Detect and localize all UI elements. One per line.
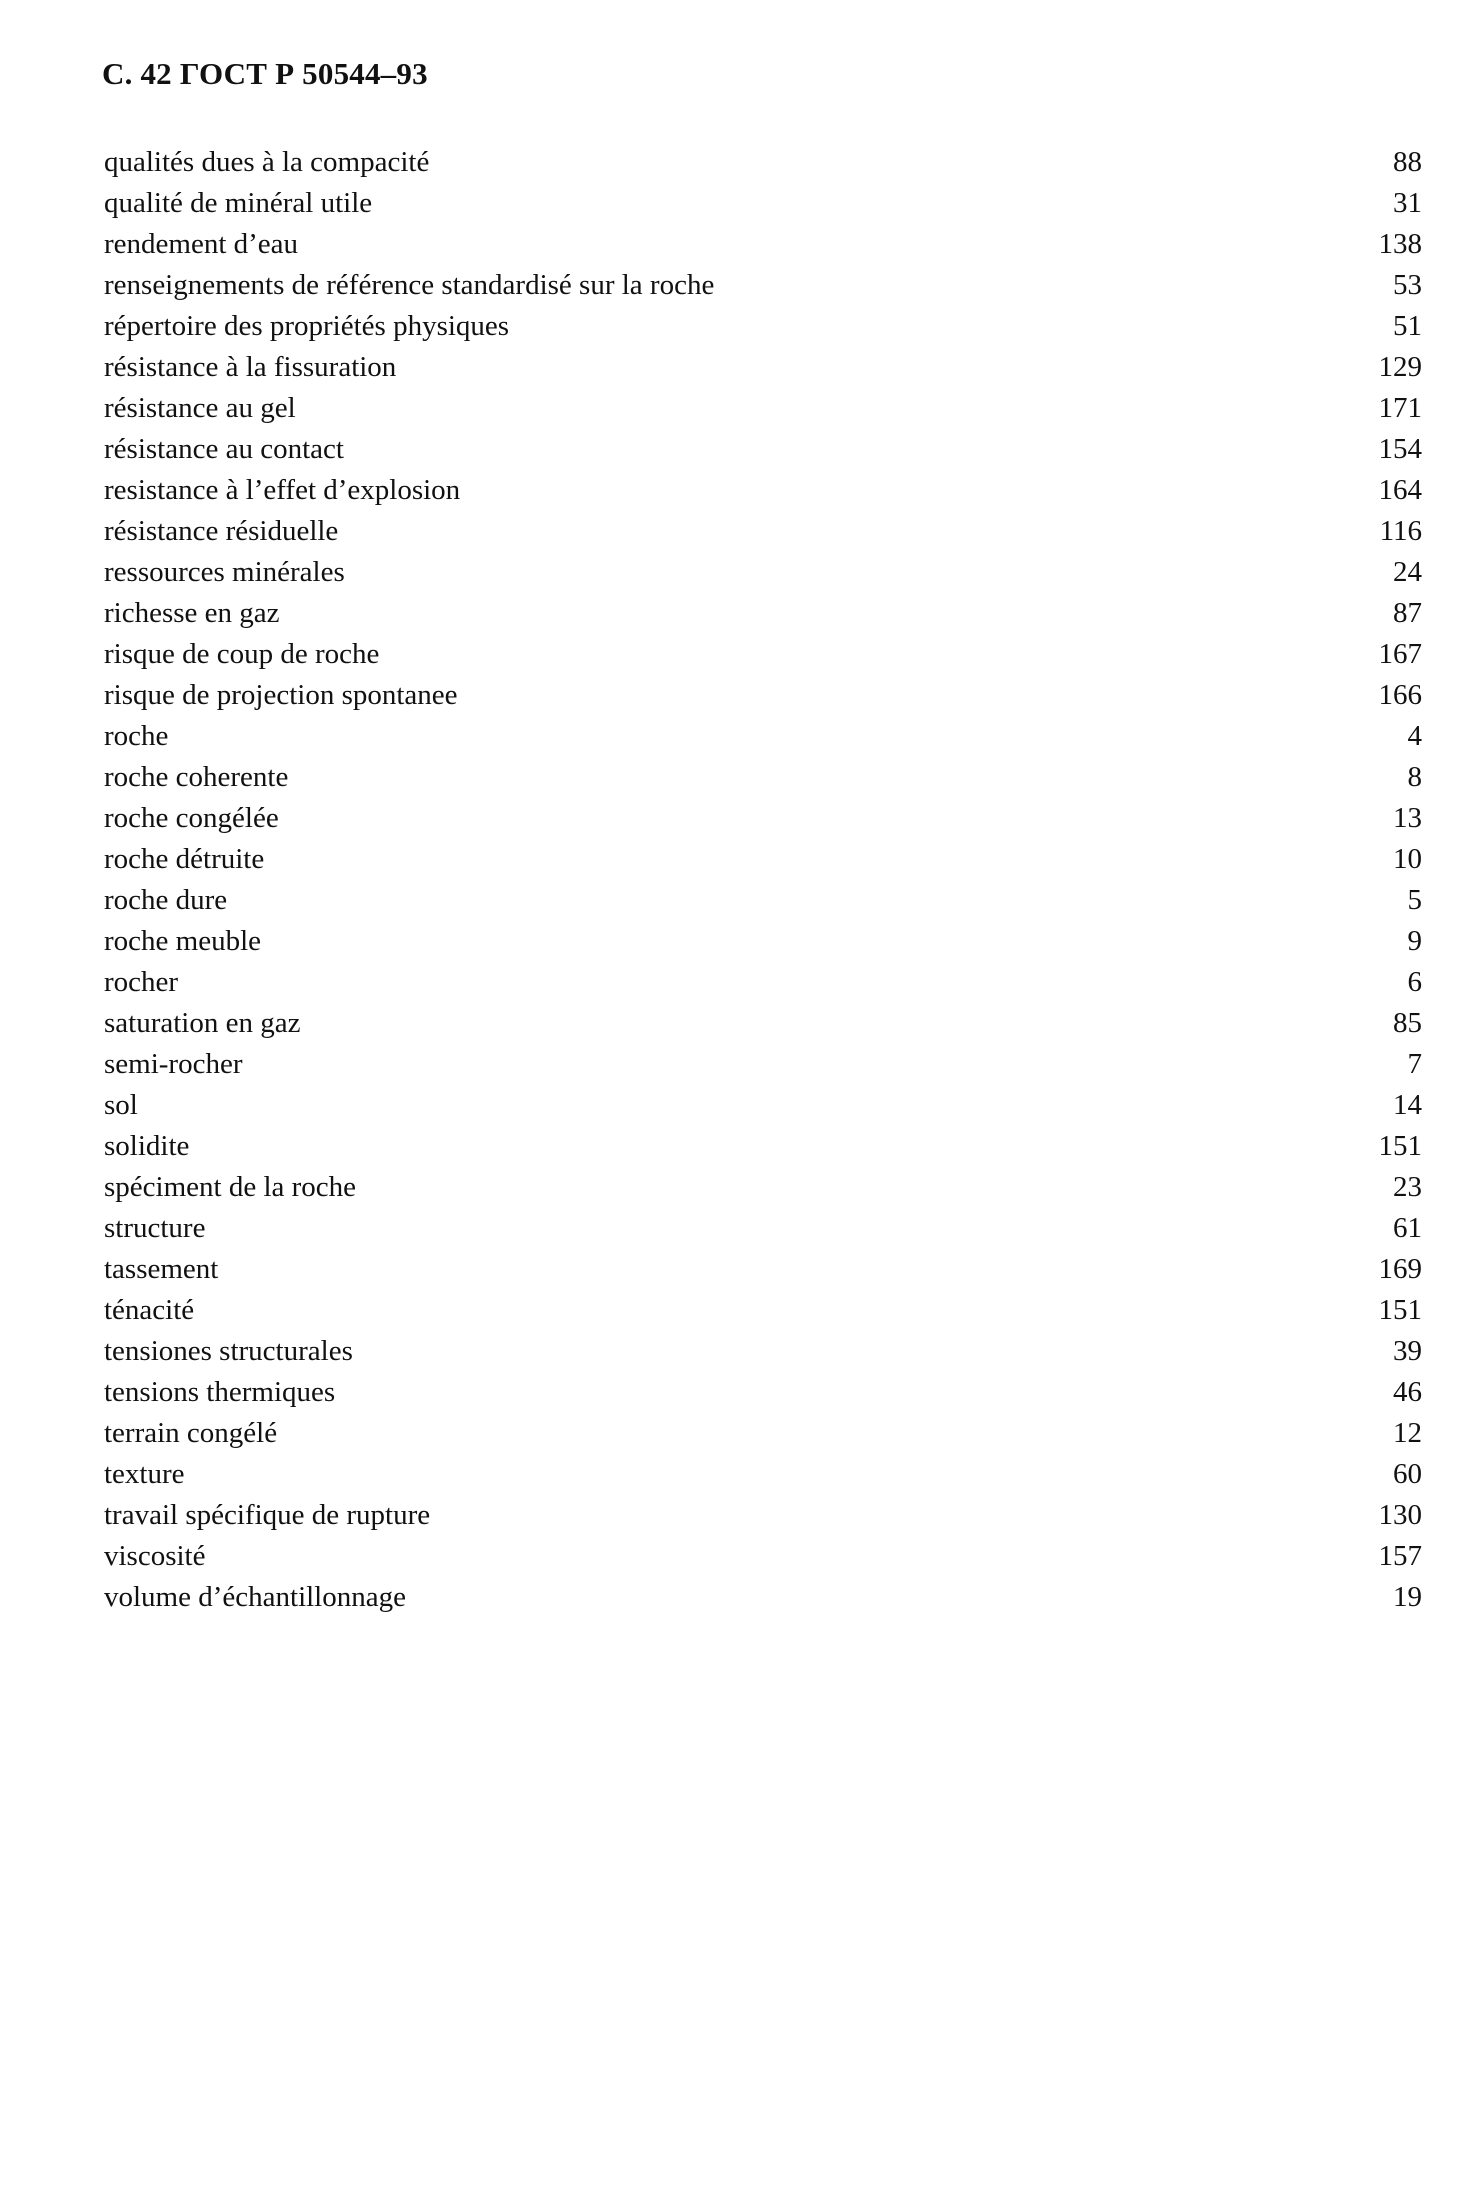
index-entry [100,716,1422,757]
index-page-number: 14 [1393,1089,1422,1121]
index-page-number: 169 [1378,1253,1422,1285]
index-page-number: 19 [1393,1581,1422,1613]
index-page-number: 39 [1393,1335,1422,1367]
index-term: qualités dues à la compacité [104,146,430,178]
index-term: rocher [104,966,179,998]
index-entry [100,1126,1422,1167]
index-term: tassement [104,1253,219,1285]
index-term: roche meuble [104,925,262,957]
index-entry [100,552,1422,593]
index-term: ressources minérales [104,556,345,588]
index-term: résistance au contact [104,433,344,465]
index-entry [100,1372,1422,1413]
index-entry [100,675,1422,716]
index-term: résistance résiduelle [104,515,339,547]
index-entry [100,1495,1422,1536]
index-page-number: 130 [1378,1499,1422,1531]
index-term: travail spécifique de rupture [104,1499,431,1531]
index-entry [100,142,1422,183]
index-term: roche [104,720,169,752]
index-page-number: 46 [1393,1376,1422,1408]
index-term: sol [104,1089,138,1121]
index-page-number: 164 [1378,474,1422,506]
index-entry [100,470,1422,511]
index-entry [100,429,1422,470]
index-term: résistance au gel [104,392,296,424]
index-page-number: 23 [1393,1171,1422,1203]
index-page-number: 12 [1393,1417,1422,1449]
index-entry [100,962,1422,1003]
index-page-number: 151 [1378,1130,1422,1162]
index-page-number: 5 [1407,884,1422,916]
index-term: spéciment de la roche [104,1171,357,1203]
index-entry [100,265,1422,306]
index-page-number: 8 [1407,761,1422,793]
index-entry [100,798,1422,839]
index-term: terrain congélé [104,1417,278,1449]
index-entry [100,1577,1422,1618]
index-entry [100,593,1422,634]
page-title: С. 42 ГОСТ Р 50544–93 [102,56,428,91]
index-term: structure [104,1212,206,1244]
index-page-number: 4 [1407,720,1422,752]
index-entry [100,183,1422,224]
index-entry [100,634,1422,675]
index-entry [100,1208,1422,1249]
index-term: viscosité [104,1540,206,1572]
index-term: tensiones structurales [104,1335,353,1367]
index-page-number: 171 [1378,392,1422,424]
index-term: roche coherente [104,761,289,793]
index-term: saturation en gaz [104,1007,301,1039]
index-list [100,142,1422,1618]
index-page-number: 6 [1407,966,1422,998]
index-term: risque de coup de roche [104,638,380,670]
index-entry [100,347,1422,388]
index-page-number: 10 [1393,843,1422,875]
index-term: texture [104,1458,185,1490]
index-entry [100,388,1422,429]
index-term: tensions thermiques [104,1376,336,1408]
index-term: roche détruite [104,843,265,875]
index-entry [100,1044,1422,1085]
index-entry [100,1331,1422,1372]
index-page-number: 151 [1378,1294,1422,1326]
index-term: resistance à l’effet d’explosion [104,474,461,506]
index-page-number: 7 [1407,1048,1422,1080]
index-page-number: 87 [1393,597,1422,629]
index-term: roche dure [104,884,228,916]
index-entry [100,511,1422,552]
index-entry [100,1413,1422,1454]
index-term: roche congélée [104,802,279,834]
index-term: semi-rocher [104,1048,243,1080]
index-page-number: 53 [1393,269,1422,301]
index-page-number: 116 [1379,515,1422,547]
index-term: qualité de minéral utile [104,187,373,219]
index-term: risque de projection spontanee [104,679,458,711]
index-term: richesse en gaz [104,597,280,629]
index-entry [100,921,1422,962]
index-page-number: 51 [1393,310,1422,342]
index-page-number: 157 [1378,1540,1422,1572]
index-page-number: 60 [1393,1458,1422,1490]
index-page-number: 138 [1378,228,1422,260]
index-page-number: 61 [1393,1212,1422,1244]
index-page-number: 88 [1393,146,1422,178]
index-entry [100,839,1422,880]
index-page-number: 13 [1393,802,1422,834]
index-term: résistance à la fissuration [104,351,397,383]
index-entry [100,880,1422,921]
index-entry [100,1167,1422,1208]
index-page-number: 166 [1378,679,1422,711]
index-term: renseignements de référence standardisé sur la roche [104,269,715,301]
index-page-number: 31 [1393,187,1422,219]
index-page-number: 167 [1378,638,1422,670]
index-entry [100,1536,1422,1577]
index-entry [100,306,1422,347]
index-entry [100,1290,1422,1331]
index-entry [100,757,1422,798]
index-entry [100,1003,1422,1044]
index-page-number: 129 [1378,351,1422,383]
index-term: ténacité [104,1294,195,1326]
index-page-number: 85 [1393,1007,1422,1039]
index-term: solidite [104,1130,190,1162]
index-entry [100,1085,1422,1126]
index-entry [100,1249,1422,1290]
index-page-number: 9 [1407,925,1422,957]
index-term: volume d’échantillonnage [104,1581,406,1613]
index-page-number: 24 [1393,556,1422,588]
index-term: rendement d’eau [104,228,299,260]
index-entry [100,224,1422,265]
index-entry [100,1454,1422,1495]
index-page-number: 154 [1378,433,1422,465]
index-term: répertoire des propriétés physiques [104,310,510,342]
